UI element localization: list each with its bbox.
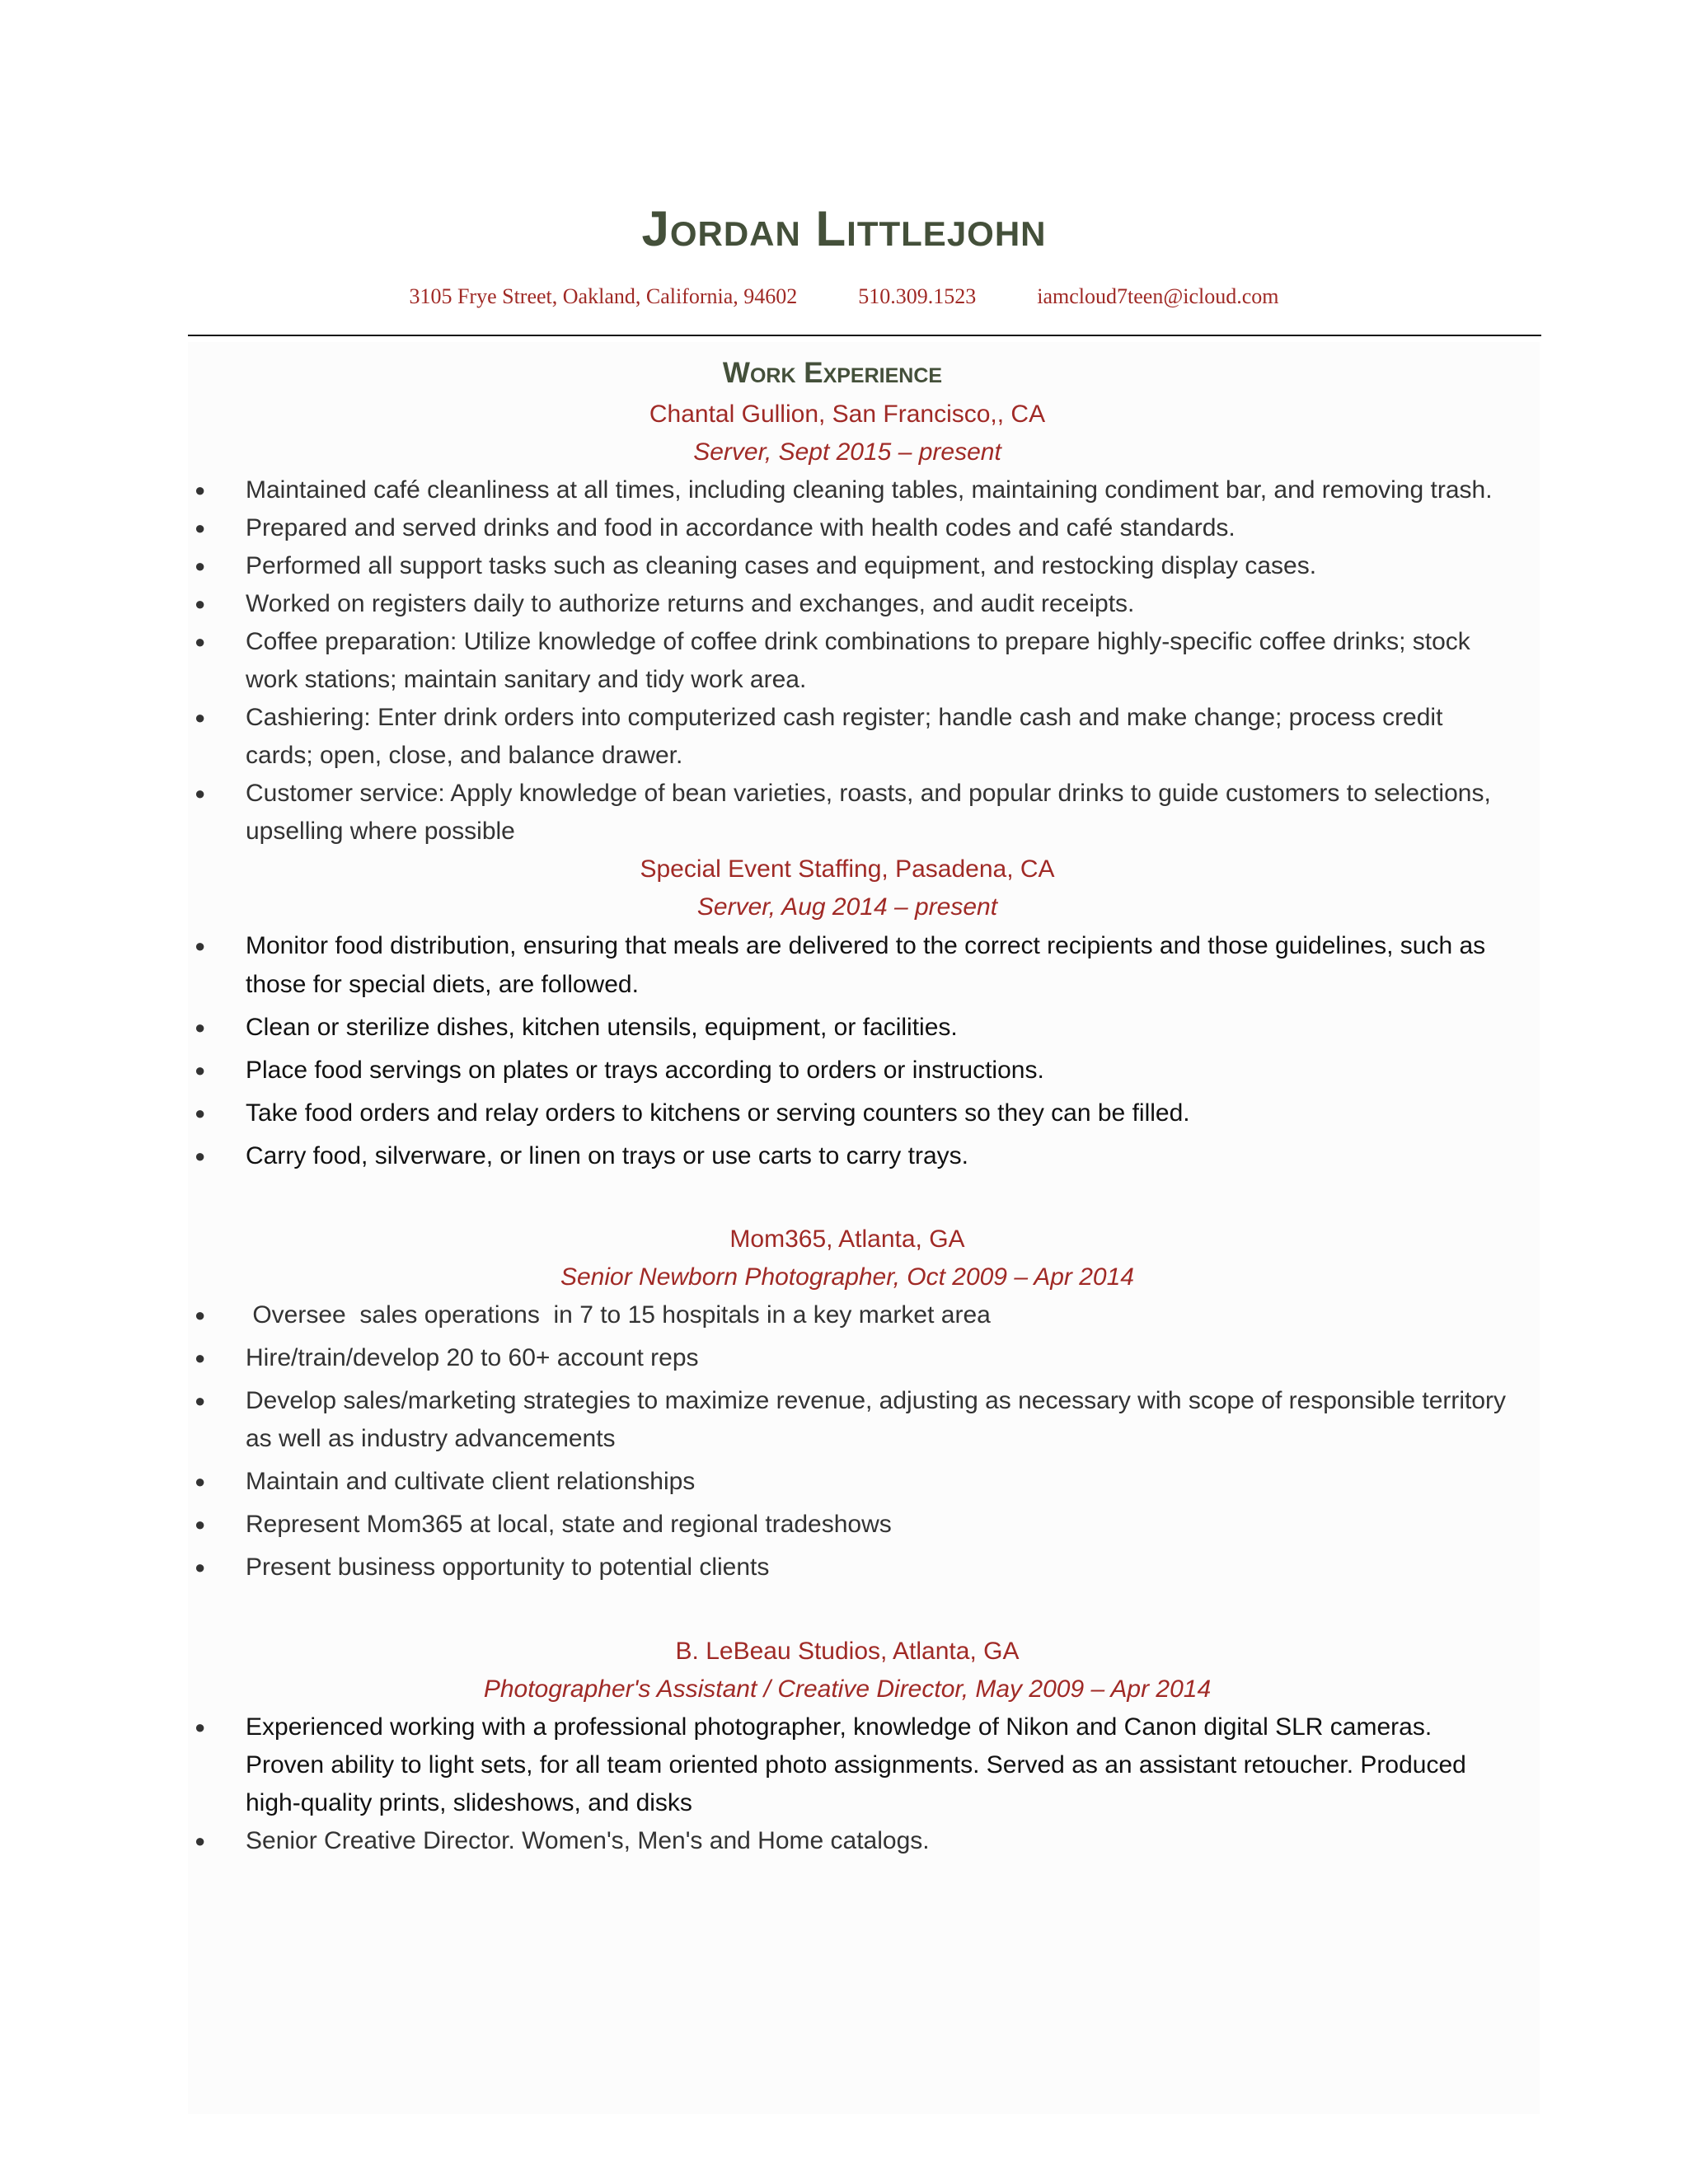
job-entry (188, 1633, 1507, 1860)
list-item: ● Coffee preparation: Utilize knowledge of coffee drink combinations to prepare highly-specific coffee drinks; stock work stations; maintain sanitary and tidy work area. (188, 623, 1507, 699)
list-item: ● Worked on registers daily to authorize returns and exchanges, and audit receipts. (188, 585, 1507, 623)
bullet-icon: ● (195, 783, 206, 804)
list-item: ● Experienced working with a professional photographer, knowledge of Nikon and Canon digital SLR cameras. Proven ability to light sets, for all team oriented photo assignments. Served as an assistant retoucher. Produced high-quality prints, slideshows, and disks (188, 1708, 1507, 1822)
job-entry (188, 1221, 1507, 1586)
bullet-icon: ● (195, 1146, 206, 1166)
job-entry (188, 396, 1507, 851)
list-item: ● Maintained café cleanliness at all times, including cleaning tables, maintaining condiment bar, and removing trash. (188, 471, 1507, 509)
job-entry (188, 851, 1507, 1175)
bullet-icon: ● (195, 555, 206, 576)
job-bullets (188, 471, 1507, 851)
list-item: ● Maintain and cultivate client relationships (188, 1463, 1507, 1501)
list-item: ● Develop sales/marketing strategies to maximize revenue, adjusting as necessary with scope of responsible territory as well as industry advancements (188, 1382, 1507, 1458)
job-employer: B. LeBeau Studios, Atlanta, GA (675, 1638, 1020, 1665)
job-role: Server, Sept 2015 – present (693, 438, 1001, 466)
list-item: ● Represent Mom365 at local, state and regional tradeshows (188, 1506, 1507, 1544)
section-title-work-experience: Work Experience (722, 357, 943, 389)
contact-line (0, 282, 1688, 312)
job-employer: Mom365, Atlanta, GA (729, 1226, 965, 1253)
list-item: ● Customer service: Apply knowledge of bean varieties, roasts, and popular drinks to guide customers to selections, upselling where possible (188, 775, 1507, 851)
list-item: ● Clean or sterilize dishes, kitchen utensils, equipment, or facilities. (188, 1008, 1507, 1047)
list-item: ● Carry food, silverware, or linen on trays or use carts to carry trays. (188, 1137, 1507, 1175)
bullet-icon: ● (195, 1830, 206, 1851)
bullet-icon: ● (195, 1514, 206, 1535)
applicant-name: Jordan Littlejohn (641, 201, 1047, 256)
bullet-icon: ● (195, 480, 206, 500)
job-role: Senior Newborn Photographer, Oct 2009 – Apr 2014 (560, 1263, 1134, 1291)
list-item: ● Hire/train/develop 20 to 60+ account reps (188, 1339, 1507, 1377)
bullet-icon: ● (195, 707, 206, 728)
list-item: ● Performed all support tasks such as cleaning cases and equipment, and restocking display cases. (188, 547, 1507, 585)
bullet-icon: ● (195, 1305, 206, 1325)
header-divider (188, 335, 1541, 336)
list-item: ● Place food servings on plates or trays according to orders or instructions. (188, 1051, 1507, 1090)
job-bullets (188, 926, 1507, 1175)
bullet-icon: ● (195, 1017, 206, 1038)
bullet-icon: ● (195, 631, 206, 652)
list-item: ● Prepared and served drinks and food in accordance with health codes and café standards. (188, 509, 1507, 547)
bullet-icon: ● (195, 1717, 206, 1737)
bullet-icon: ● (195, 1557, 206, 1577)
job-employer: Special Event Staffing, Pasadena, CA (640, 855, 1055, 883)
contact-address: 3105 Frye Street, Oakland, California, 94602 (409, 284, 798, 308)
bullet-icon: ● (195, 518, 206, 538)
job-role: Server, Aug 2014 – present (696, 893, 998, 921)
bullet-icon: ● (195, 1347, 206, 1368)
job-bullets (188, 1708, 1507, 1860)
work-experience-list (188, 396, 1507, 1860)
bullet-icon: ● (195, 935, 206, 956)
list-item: ● Oversee sales operations in 7 to 15 hospitals in a key market area (188, 1296, 1507, 1334)
list-item: ● Take food orders and relay orders to kitchens or serving counters so they can be filled. (188, 1094, 1507, 1132)
list-item: ● Monitor food distribution, ensuring that meals are delivered to the correct recipients and those guidelines, such as those for special diets, are followed. (188, 926, 1507, 1004)
bullet-icon: ● (195, 1103, 206, 1123)
bullet-icon: ● (195, 1390, 206, 1411)
contact-email: iamcloud7teen@icloud.com (1037, 284, 1279, 308)
bullet-icon: ● (195, 1471, 206, 1492)
job-bullets (188, 1296, 1507, 1586)
bullet-icon: ● (195, 593, 206, 614)
list-item: ● Present business opportunity to potential clients (188, 1549, 1507, 1586)
list-item: ● Senior Creative Director. Women's, Men's and Home catalogs. (188, 1822, 1507, 1860)
job-role: Photographer's Assistant / Creative Director, May 2009 – Apr 2014 (483, 1675, 1212, 1703)
contact-phone: 510.309.1523 (858, 284, 977, 308)
list-item: ● Cashiering: Enter drink orders into computerized cash register; handle cash and make change; process credit cards; open, close, and balance drawer. (188, 699, 1507, 775)
job-employer: Chantal Gullion, San Francisco,, CA (649, 401, 1046, 428)
bullet-icon: ● (195, 1060, 206, 1080)
